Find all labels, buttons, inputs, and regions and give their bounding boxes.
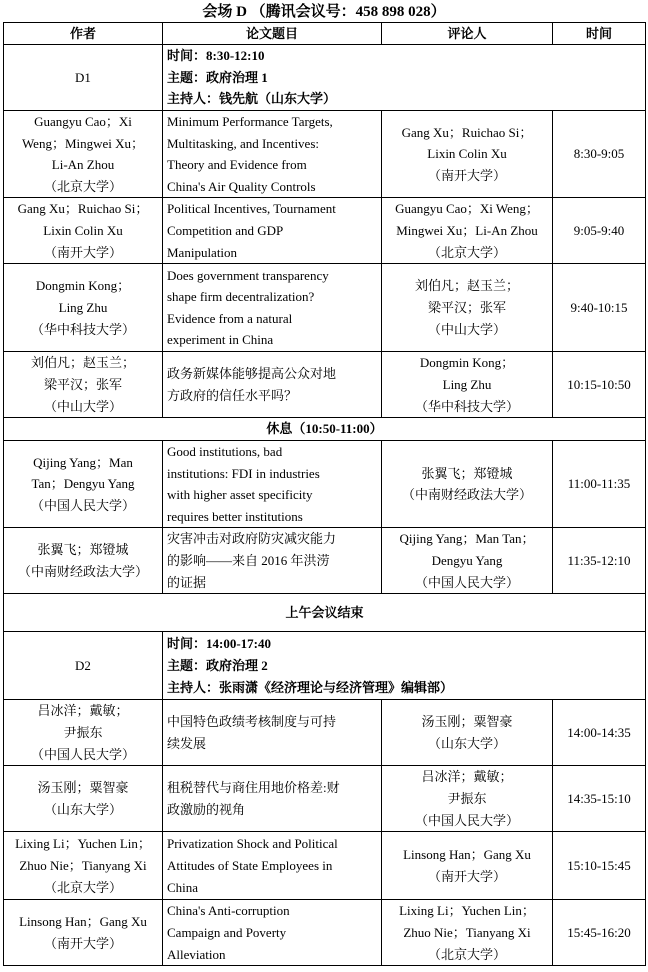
cell-line: Guangyu Cao；Xi Weng； [395, 201, 539, 217]
discussant-cell [382, 352, 553, 418]
cell-line: 吕冰洋；戴敏； [37, 703, 129, 719]
session-info-row [4, 45, 646, 111]
cell-line: Weng；Mingwei Xu； [21, 135, 145, 151]
header-discussant: 评论人 [382, 23, 553, 45]
discussant-cell [382, 440, 553, 527]
cell-line: Campaign and Poverty [167, 924, 287, 940]
author-cell [4, 198, 163, 264]
author-cell [4, 832, 163, 900]
schedule-table [3, 22, 646, 966]
cell-line: Manipulation [167, 244, 238, 260]
cell-line: Dongmin Kong； [419, 355, 515, 371]
paper-row [4, 264, 646, 352]
paper-row [4, 352, 646, 418]
session-topic-line: 主题：政府治理 1 [167, 69, 268, 85]
time-cell: 14:35-15:10 [553, 766, 646, 832]
cell-line: （山东大学） [427, 735, 506, 751]
paper-row [4, 900, 646, 966]
break-row [4, 418, 646, 441]
author-cell [4, 111, 163, 198]
cell-line: Good institutions, bad [167, 443, 283, 459]
session-time-line: 时间：14:00-17:40 [167, 636, 271, 652]
cell-line: 刘伯凡；赵玉兰； [30, 355, 135, 371]
time-cell: 15:10-15:45 [553, 832, 646, 900]
cell-line: Zhuo Nie；Tianyang Xi [19, 858, 147, 874]
cell-line: Zhuo Nie；Tianyang Xi [403, 924, 531, 940]
cell-line: Political Incentives, Tournament [167, 201, 336, 217]
cell-line: Linsong Han；Gang Xu [403, 847, 531, 863]
author-cell [4, 900, 163, 966]
cell-line: Qijing Yang；Man [33, 454, 133, 470]
cell-line: Qijing Yang；Man Tan； [399, 531, 535, 547]
cell-line: institutions: FDI in industries [167, 465, 320, 481]
cell-line: （南开大学） [43, 935, 122, 951]
cell-line: （北京大学） [43, 879, 122, 895]
time-cell: 15:45-16:20 [553, 900, 646, 966]
cell-line: Alleviation [167, 946, 226, 962]
cell-line: China's Anti-corruption [167, 903, 290, 919]
cell-line: 政务新媒体能够提高公众对地 [167, 366, 337, 382]
cell-line: Guangyu Cao；Xi [34, 114, 132, 129]
time-cell: 11:00-11:35 [553, 440, 646, 527]
paper-row [4, 528, 646, 594]
discussant-cell [382, 700, 553, 766]
discussant-cell [382, 766, 553, 832]
cell-line: 汤玉刚；粟智豪 [421, 714, 513, 730]
cell-line: （中国人民大学） [30, 497, 135, 513]
cell-line: Tan；Dengyu Yang [31, 476, 135, 492]
author-cell [4, 440, 163, 527]
session-info-row [4, 632, 646, 700]
time-cell: 10:15-10:50 [553, 352, 646, 418]
paper-title-cell [163, 766, 382, 832]
cell-line: 续发展 [167, 735, 207, 751]
paper-row [4, 198, 646, 264]
cell-line: 政激励的视角 [167, 801, 246, 817]
discussant-cell [382, 198, 553, 264]
cell-line: 张翼飞；郑镫城 [37, 542, 129, 558]
paper-row [4, 832, 646, 900]
cell-line: 刘伯凡；赵玉兰； [414, 278, 519, 294]
cell-line: Mingwei Xu；Li-An Zhou [396, 223, 538, 239]
time-cell: 9:40-10:15 [553, 264, 646, 352]
cell-line: 租税替代与商住用地价格差:财 [167, 780, 340, 796]
paper-title-cell [163, 832, 382, 900]
header-time: 时间 [553, 23, 646, 45]
cell-line: 尹振东 [63, 725, 103, 741]
cell-line: （中南财经政法大学） [17, 563, 148, 579]
cell-line: （中南财经政法大学） [401, 487, 532, 503]
author-cell [4, 352, 163, 418]
paper-row [4, 700, 646, 766]
cell-line: Dongmin Kong； [35, 278, 131, 294]
discussant-cell [382, 832, 553, 900]
venue-title: 会场 D （腾讯会议号：458 898 028） [202, 4, 446, 20]
cell-line: 的证据 [167, 574, 207, 590]
cell-line: Ling Zhu [442, 377, 492, 393]
discussant-cell [382, 111, 553, 198]
session-end-label: 上午会议结束 [4, 594, 646, 632]
cell-line: Linsong Han；Gang Xu [19, 914, 147, 930]
cell-line: Lixing Li；Yuchen Lin； [399, 903, 535, 919]
discussant-cell [382, 528, 553, 594]
author-cell [4, 264, 163, 352]
session-host-line: 主持人：张雨潇《经济理论与经济管理》编辑部） [167, 679, 454, 695]
cell-line: Privatization Shock and Political [167, 836, 338, 852]
cell-line: 的影响——来自 2016 年洪涝 [167, 553, 330, 569]
cell-line: 中国特色政绩考核制度与可持 [167, 714, 337, 730]
cell-line: （华中科技大学） [30, 321, 135, 337]
session-topic-line: 主题：政府治理 2 [167, 658, 268, 674]
session-id: D1 [4, 45, 163, 111]
cell-line: experiment in China [167, 332, 274, 348]
cell-line: （北京大学） [43, 178, 122, 194]
cell-line: Li-An Zhou [51, 157, 115, 173]
cell-line: （南开大学） [43, 244, 122, 260]
cell-line: Minimum Performance Targets, [167, 114, 333, 129]
cell-line: 吕冰洋；戴敏； [421, 769, 513, 785]
header-paper-title: 论文题目 [163, 23, 382, 45]
cell-line: 梁平汉；张军 [427, 300, 506, 316]
cell-line: （中国人民大学） [414, 574, 519, 590]
cell-line: 尹振东 [447, 791, 487, 807]
time-cell: 14:00-14:35 [553, 700, 646, 766]
paper-title-cell [163, 700, 382, 766]
paper-row [4, 766, 646, 832]
cell-line: 灾害冲击对政府防灾减灾能力 [167, 531, 337, 547]
session-info [163, 632, 646, 700]
cell-line: shape firm decentralization? [167, 289, 315, 305]
cell-line: with higher asset specificity [167, 487, 313, 503]
cell-line: （北京大学） [427, 946, 506, 962]
cell-line: China [167, 879, 199, 895]
session-time-line: 时间：8:30-12:10 [167, 48, 265, 64]
cell-line: （中国人民大学） [414, 812, 519, 828]
session-id: D2 [4, 632, 163, 700]
author-cell [4, 700, 163, 766]
cell-line: （华中科技大学） [414, 398, 519, 414]
cell-line: Does government transparency [167, 267, 329, 283]
paper-title-cell [163, 111, 382, 198]
cell-line: 方政府的信任水平吗？ [167, 387, 298, 403]
cell-line: Lixing Li；Yuchen Lin； [15, 836, 151, 852]
cell-line: （中山大学） [43, 398, 122, 414]
paper-title-cell [163, 198, 382, 264]
schedule-body [4, 45, 646, 966]
cell-line: Gang Xu；Ruichao Si； [17, 201, 149, 217]
paper-title-cell [163, 440, 382, 527]
header-row [4, 23, 646, 45]
paper-title-cell [163, 352, 382, 418]
header-author: 作者 [4, 23, 163, 45]
cell-line: 张翼飞；郑镫城 [421, 465, 513, 481]
time-cell: 8:30-9:05 [553, 111, 646, 198]
session-end-row [4, 594, 646, 632]
break-label: 休息（10:50-11:00） [4, 418, 646, 441]
time-cell: 11:35-12:10 [553, 528, 646, 594]
discussant-cell [382, 264, 553, 352]
paper-title-cell [163, 900, 382, 966]
cell-line: Theory and Evidence from [167, 157, 307, 173]
paper-title-cell [163, 264, 382, 352]
cell-line: Multitasking, and Incentives: [167, 135, 320, 151]
cell-line: （中国人民大学） [30, 746, 135, 762]
cell-line: 汤玉刚；粟智豪 [37, 780, 129, 796]
paper-row [4, 440, 646, 527]
cell-line: Competition and GDP [167, 223, 284, 239]
cell-line: Lixin Colin Xu [427, 146, 507, 162]
cell-line: （中山大学） [427, 321, 506, 337]
discussant-cell [382, 900, 553, 966]
time-cell: 9:05-9:40 [553, 198, 646, 264]
cell-line: Attitudes of State Employees in [167, 858, 333, 874]
cell-line: （南开大学） [427, 868, 506, 884]
cell-line: Ling Zhu [58, 300, 108, 316]
session-host-line: 主持人：钱先航（山东大学） [167, 91, 337, 107]
cell-line: （北京大学） [427, 244, 506, 260]
paper-row [4, 111, 646, 198]
cell-line: （山东大学） [43, 801, 122, 817]
author-cell [4, 528, 163, 594]
cell-line: Gang Xu；Ruichao Si； [401, 124, 533, 140]
cell-line: （南开大学） [427, 167, 506, 183]
session-info [163, 45, 646, 111]
cell-line: China's Air Quality Controls [167, 178, 316, 194]
cell-line: Lixin Colin Xu [43, 223, 123, 239]
cell-line: 梁平汉；张军 [43, 377, 122, 393]
cell-line: requires better institutions [167, 508, 303, 524]
author-cell [4, 766, 163, 832]
cell-line: Dengyu Yang [431, 553, 503, 569]
paper-title-cell [163, 528, 382, 594]
cell-line: Evidence from a natural [167, 310, 293, 326]
